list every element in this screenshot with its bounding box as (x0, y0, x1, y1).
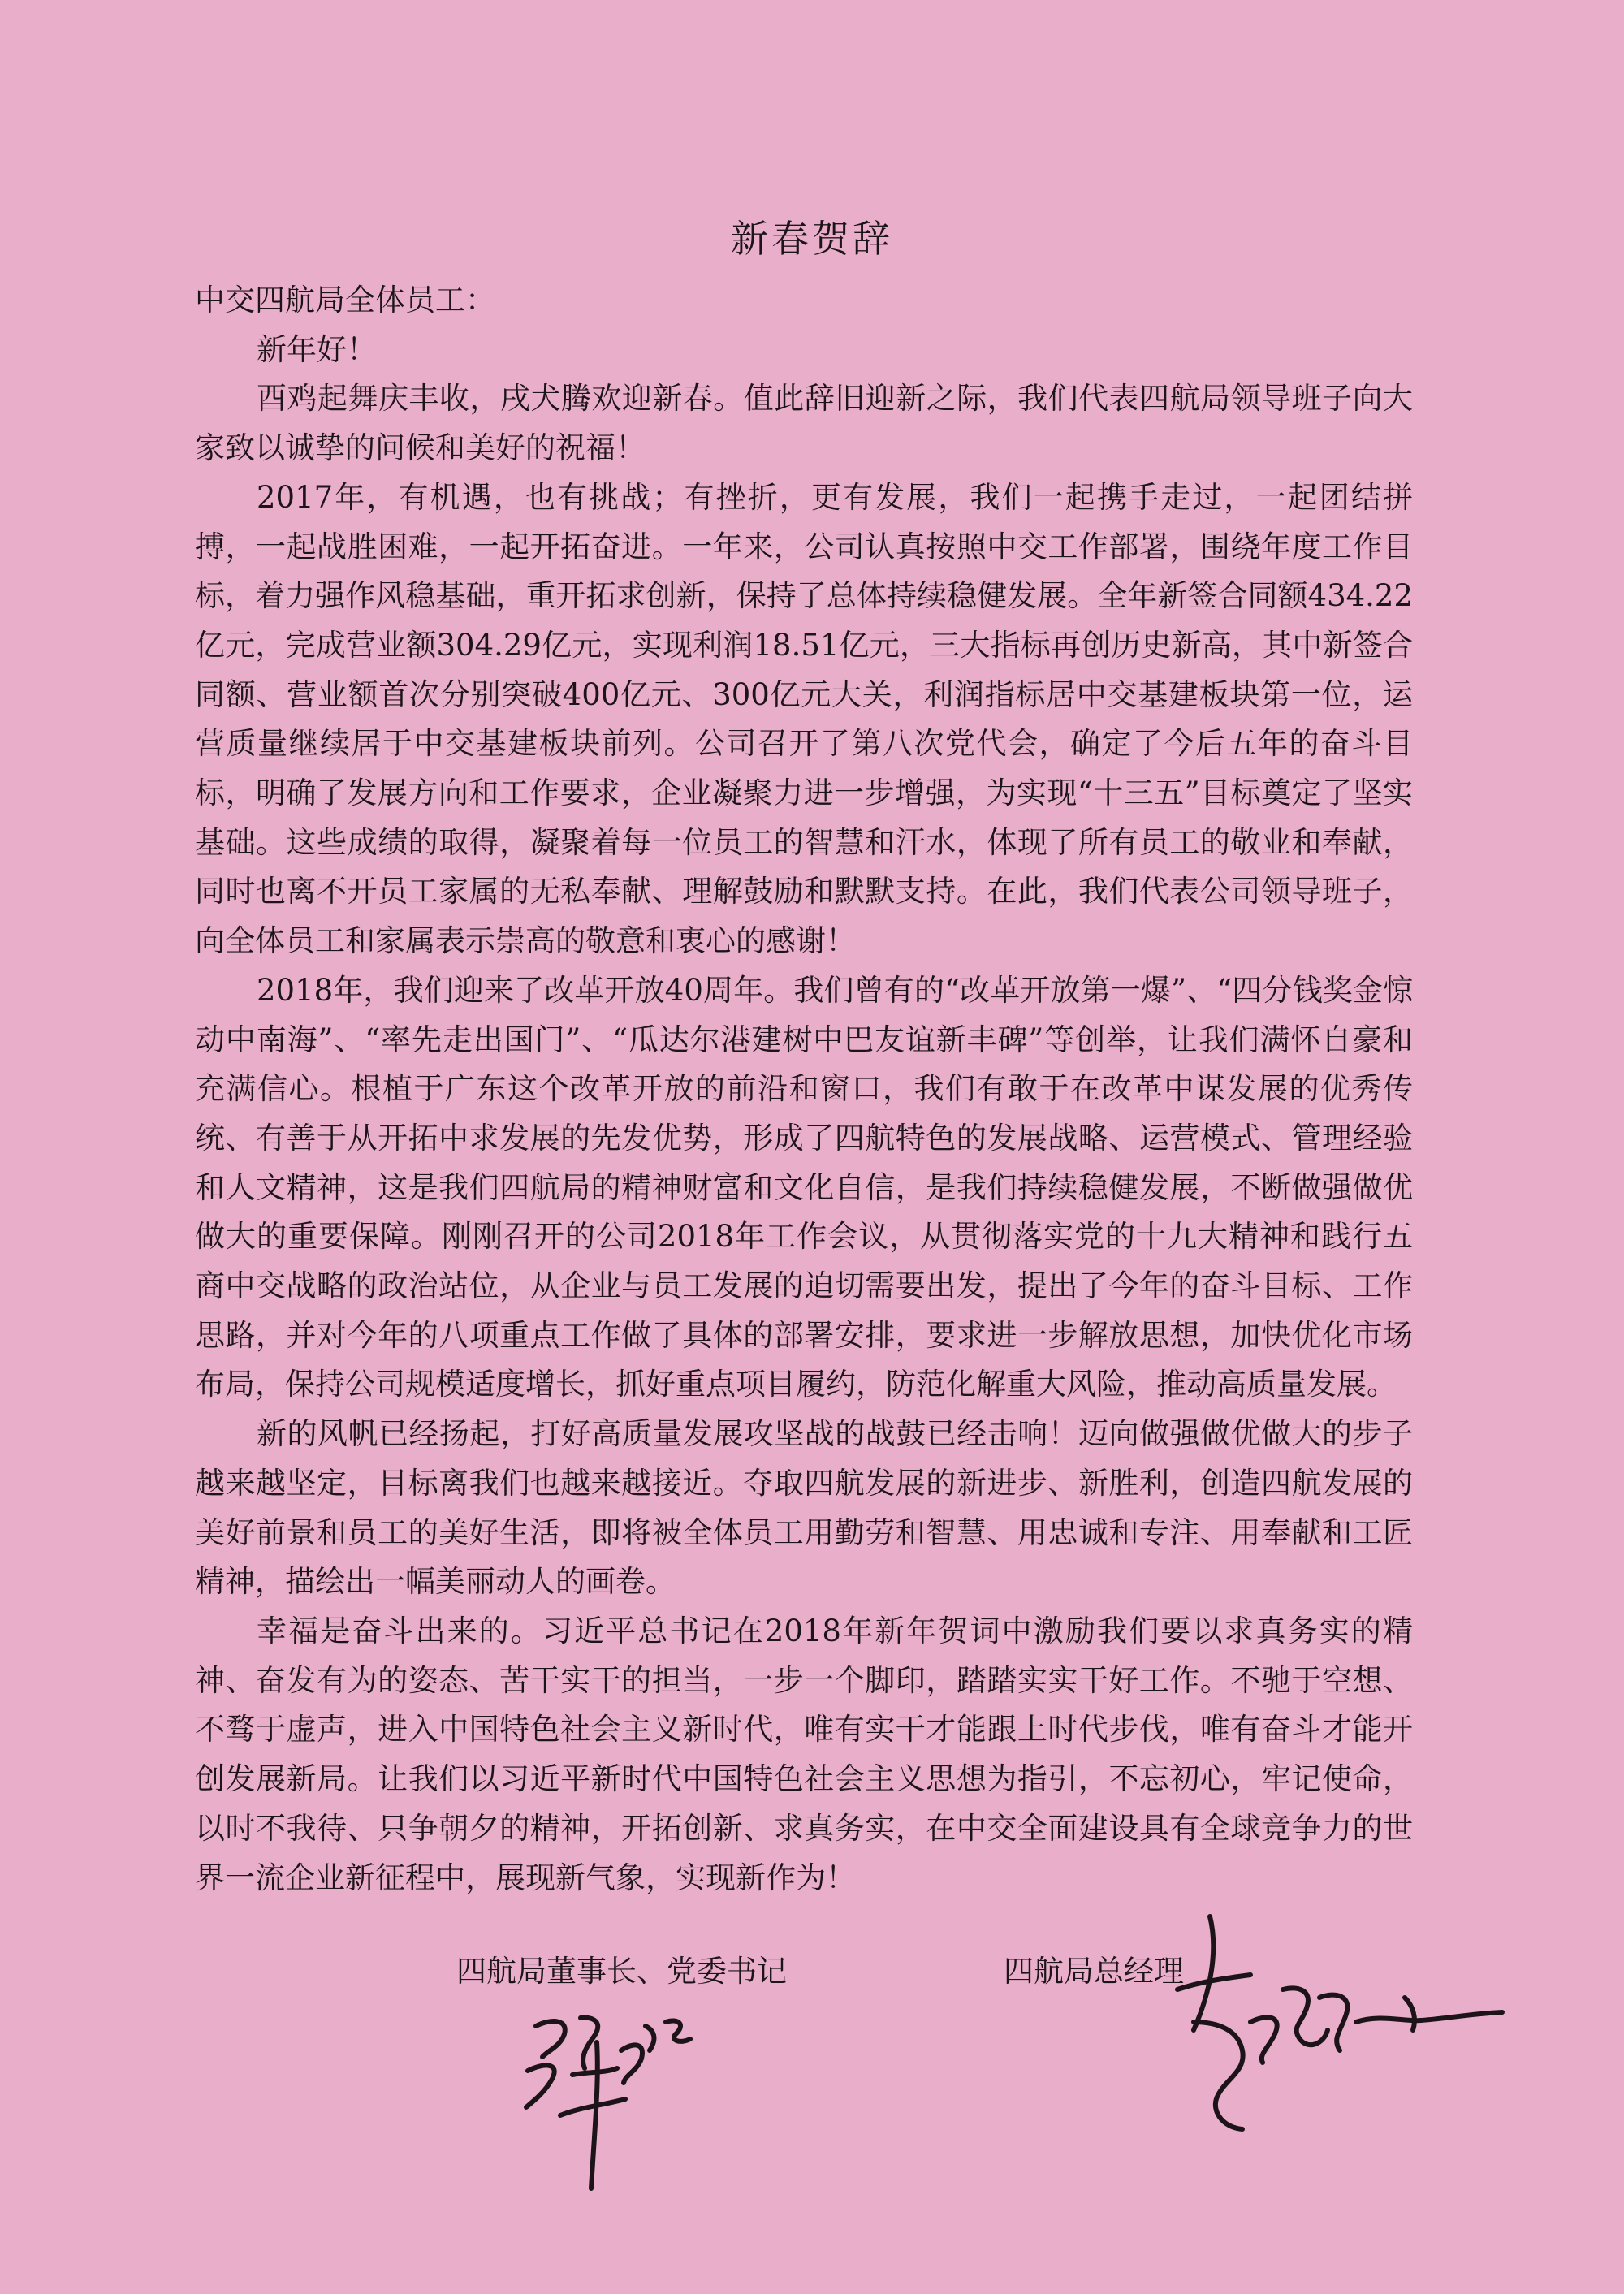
paragraph-1: 酉鸡起舞庆丰收，戌犬腾欢迎新春。值此辞旧迎新之际，我们代表四航局领导班子向大家致以诚挚的问候和美好的祝福！ (195, 381, 1413, 466)
general-manager-signature (1161, 1900, 1518, 2144)
paragraph-3: 2018年，我们迎来了改革开放40周年。我们曾有的“改革开放第一爆”、“四分钱奖金惊动中南海”、“率先走出国门”、“瓜达尔港建树中巴友谊新丰碑”等创举，让我们满怀自豪和充满信心。根植于广东这个改革开放的前沿和窗口，我们有敢于在改革中谋发展的优秀传统、有善于从开拓中求发展的先发优势，形成了四航特色的发展战略、运营模式、管理经验和人文精神，这是我们四航局的精神财富和文化自信，是我们持续稳健发展，不断做强做优做大的重要保障。刚刚召开的公司2018年工作会议，从贯彻落实党的十九大精神和践行五商中交战略的政治站位，从企业与员工发展的迫切需要出发，提出了今年的奋斗目标、工作思路，并对今年的八项重点工作做了具体的部署安排，要求进一步解放思想，加快优化市场布局，保持公司规模适度增长，抓好重点项目履约，防范化解重大风险，推动高质量发展。 (195, 972, 1413, 1402)
chairman-title: 四航局董事长、党委书记 (456, 1954, 787, 1989)
chairman-signature (503, 1994, 698, 2197)
paragraph-4: 新的风帆已经扬起，打好高质量发展攻坚战的战鼓已经击响！迈向做强做优做大的步子越来越坚定，目标离我们也越来越接近。夺取四航发展的新进步、新胜利，创造四航发展的美好前景和员工的美好生活，即将被全体员工用勤劳和智慧、用忠诚和专注、用奉献和工匠精神，描绘出一幅美丽动人的画卷。 (195, 1416, 1413, 1600)
salutation: 中交四航局全体员工： (195, 283, 495, 318)
letter-title: 新春贺辞 (731, 217, 893, 261)
paragraph-2: 2017年，有机遇，也有挑战；有挫折，更有发展，我们一起携手走过，一起团结拼搏，一起战胜困难，一起开拓奋进。一年来，公司认真按照中交工作部署，围绕年度工作目标，着力强作风稳基础，重开拓求创新，保持了总体持续稳健发展。全年新签合同额434.22亿元，完成营业额304.29亿元，实现利润18.51亿元，三大指标再创历史新高，其中新签合同额、营业额首次分别突破400亿元、300亿元大关，利润指标居中交基建板块第一位，运营质量继续居于中交基建板块前列。公司召开了第八次党代会，确定了今后五年的奋斗目标，明确了发展方向和工作要求，企业凝聚力进一步增强，为实现“十三五”目标奠定了坚实基础。这些成绩的取得，凝聚着每一位员工的智慧和汗水，体现了所有员工的敬业和奉献，同时也离不开员工家属的无私奉献、理解鼓励和默默支持。在此，我们代表公司领导班子，向全体员工和家属表示崇高的敬意和衷心的感谢！ (195, 479, 1413, 959)
greeting: 新年好！ (257, 331, 377, 367)
letter-body (195, 276, 1413, 1903)
general-manager-title: 四航局总经理 (1004, 1954, 1184, 1989)
paragraph-5: 幸福是奋斗出来的。习近平总书记在2018年新年贺词中激励我们要以求真务实的精神、奋发有为的姿态、苦干实干的担当，一步一个脚印，踏踏实实干好工作。不驰于空想、不骛于虚声，进入中国特色社会主义新时代，唯有实干才能跟上时代步伐，唯有奋斗才能开创发展新局。让我们以习近平新时代中国特色社会主义思想为指引，不忘初心，牢记使命，以时不我待、只争朝夕的精神，开拓创新、求真务实，在中交全面建设具有全球竞争力的世界一流企业新征程中，展现新气象，实现新作为！ (195, 1613, 1413, 1895)
